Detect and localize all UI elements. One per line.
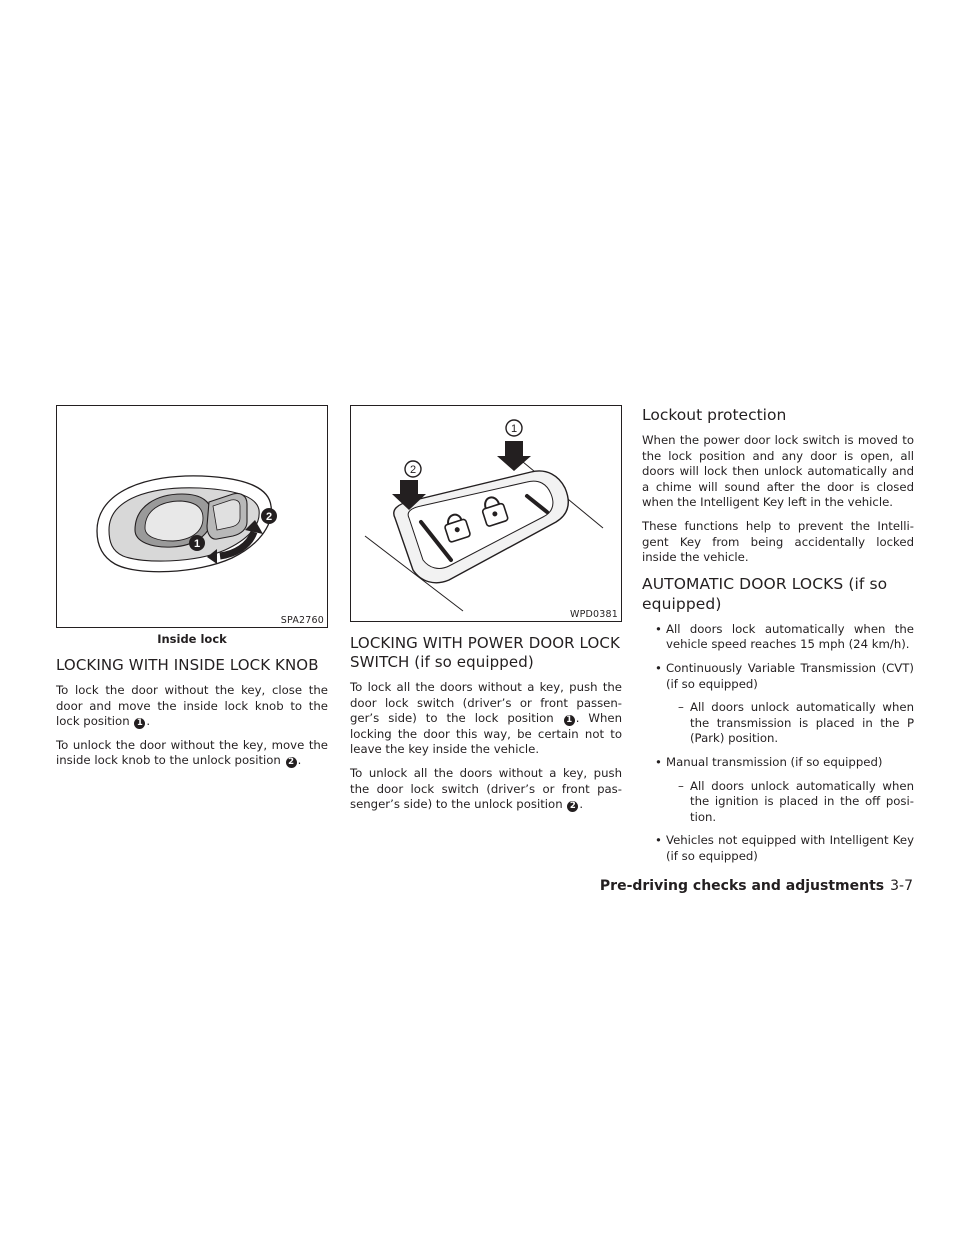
list-item: • Manual transmission (if so equipped) – All doors unlock automatically when the ignition is placed in the off posi-tion.	[642, 755, 914, 825]
list-item: • Continuously Variable Transmission (CVT) (if so equipped) – All doors unlock automatically when the transmission is placed in the P (Park) position.	[642, 661, 914, 747]
list-sub-item: – All doors unlock automatically when the ignition is placed in the off posi-tion.	[666, 779, 914, 826]
inside-lock-illustration	[57, 406, 327, 627]
callout-2-icon: 2	[286, 757, 297, 768]
section-heading: AUTOMATIC DOOR LOCKS (if so equipped)	[642, 574, 888, 613]
inside-lock-figure	[56, 405, 328, 628]
paragraph: These functions help to prevent the Intelli-gent Key from being accidentally locked inside the vehicle.	[642, 518, 914, 565]
page-footer	[600, 877, 913, 895]
callout-2-icon: 2	[567, 801, 578, 812]
svg-text:1: 1	[510, 423, 518, 435]
list-sub-item: – All doors unlock automatically when the transmission is placed in the P (Park) position.	[666, 700, 914, 747]
bullet-list	[642, 622, 914, 865]
footer-section-title: Pre-driving checks and adjustments	[599, 878, 885, 894]
svg-text:1: 1	[193, 538, 201, 550]
paragraph: To unlock all the doors without a key, push the door lock switch (driver’s or front pas-senger’s side) to the unlock position 2 .	[350, 765, 622, 812]
callout-1-icon: 1	[134, 718, 145, 729]
left-column	[56, 405, 328, 777]
list-item: • All doors lock automatically when the vehicle speed reaches 15 mph (24 km/h).	[642, 622, 914, 653]
callout-2-icon	[261, 508, 277, 524]
svg-text:2: 2	[265, 511, 273, 523]
callout-2-icon	[405, 461, 421, 477]
power-lock-switch-figure	[350, 405, 622, 622]
paragraph: To unlock the door without the key, move the inside lock knob to the unlock position 2 .	[56, 737, 328, 768]
subsection-heading: Lockout protection	[642, 406, 787, 424]
callout-1-icon	[189, 535, 205, 551]
callout-1-icon: 1	[564, 715, 575, 726]
figure-caption: Inside lock	[157, 632, 227, 646]
paragraph: When the power door lock switch is moved to the lock position and any door is open, all doors will lock then unlock automatically and a chime will sound after the door is closed when the Intelligent Key left in the vehicle.	[642, 433, 914, 510]
svg-text:2: 2	[409, 464, 417, 476]
page-number: 3-7	[890, 878, 913, 894]
middle-column	[350, 405, 622, 821]
power-lock-switch-illustration	[351, 406, 621, 621]
list-item: • Vehicles not equipped with Intelligent Key (if so equipped)	[642, 833, 914, 864]
paragraph: To lock all the doors without a key, push the door lock switch (driver’s or front passen-ger’s side) to the lock position 1 . When locking the door this way, be certain not to leave the key inside the vehicle.	[350, 680, 622, 757]
figure-code: SPA2760	[280, 615, 324, 626]
callout-1-icon	[506, 420, 522, 436]
figure-code: WPD0381	[569, 609, 618, 620]
section-heading: LOCKING WITH POWER DOOR LOCK SWITCH (if so equipped)	[350, 634, 620, 671]
paragraph: To lock the door without the key, close the door and move the inside lock knob to the lock position 1 .	[56, 683, 328, 729]
section-heading: LOCKING WITH INSIDE LOCK KNOB	[56, 656, 319, 674]
right-column	[642, 405, 914, 872]
